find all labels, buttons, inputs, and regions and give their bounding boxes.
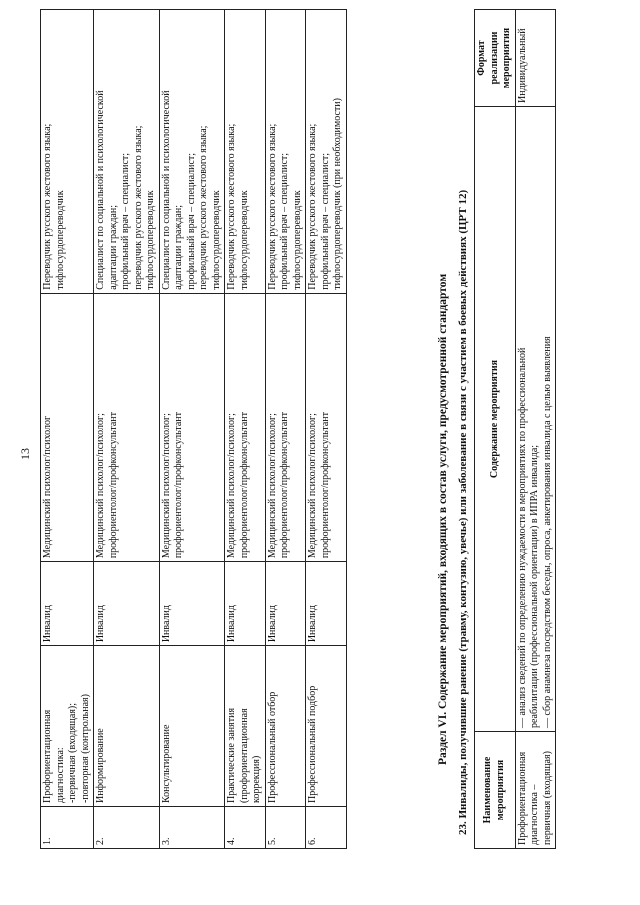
specialists [265, 293, 306, 561]
specialists-line: профориентолог/профконсультант [319, 412, 331, 559]
support-staff-line: профильный врач – специалист; [185, 152, 197, 290]
specialists-line: Медицинский психолог/психолог [42, 415, 53, 559]
service-name-line: диагностика: [54, 747, 66, 803]
support-staff [306, 10, 347, 294]
table-row [41, 10, 94, 849]
measure-name [515, 732, 556, 849]
table-row [94, 10, 160, 849]
row-number: 2. [94, 807, 160, 849]
measure-name-line: Профориентационная [516, 751, 528, 845]
support-staff-line: профильный врач – специалист; [120, 152, 131, 290]
recipient: Инвалид [159, 562, 225, 646]
support-staff-line: Специалист по социальной и психологической [95, 90, 106, 290]
table-row [159, 10, 225, 849]
services-table [40, 9, 347, 849]
measures-row [515, 10, 556, 849]
support-staff-line: тифлосурдопереводчик [238, 190, 250, 290]
measure-content [515, 107, 556, 732]
service-name-line: Профориентационная [42, 709, 53, 803]
support-staff-line: Переводчик русского жестового языка; [307, 123, 318, 290]
support-staff-line: профильный врач – специалист; [319, 152, 331, 290]
support-staff-line: переводчик русского жестового языка; [198, 125, 209, 290]
specialists-line: профориентолог/профконсультант [107, 412, 119, 559]
support-staff-line: Переводчик русского жестового языка; [266, 123, 278, 290]
row-number: 5. [265, 807, 306, 849]
recipient: Инвалид [306, 562, 347, 646]
specialists [159, 293, 225, 561]
table-row [225, 10, 266, 849]
support-staff-line: Переводчик русского жестового языка; [42, 123, 53, 290]
support-staff [265, 10, 306, 294]
support-staff-line: тифлосурдопереводчик [145, 190, 156, 290]
specialists-line: Медицинский психолог/психолог; [307, 413, 318, 559]
support-staff-line: адаптации граждан; [173, 205, 184, 290]
service-name-line: Практические занятия [226, 707, 237, 803]
service-name [41, 646, 94, 807]
header-content: Содержание мероприятия [475, 107, 516, 732]
support-staff [41, 10, 94, 294]
row-number: 6. [306, 807, 347, 849]
support-staff-line: профильный врач – специалист; [279, 152, 290, 290]
service-name [94, 646, 160, 807]
row-number: 1. [41, 807, 94, 849]
section-title: Раздел VI. Содержание мероприятий, входящих в состав услуги, предусмотренной стандартом [437, 273, 449, 765]
service-name-line: Профессиональный подбор [307, 685, 318, 803]
header-name: Наименование мероприятия [475, 732, 516, 849]
recipient: Инвалид [41, 562, 94, 646]
row-number: 3. [159, 807, 225, 849]
service-name-line: Консультирование [160, 724, 172, 803]
specialists [41, 293, 94, 561]
support-staff-line: Переводчик русского жестового языка; [226, 123, 237, 290]
recipient: Инвалид [265, 562, 306, 646]
specialists [306, 293, 347, 561]
support-staff-line: тифлосурдопереводчик [54, 190, 66, 290]
measure-name-line: диагностика – [529, 784, 540, 845]
support-staff-line: тифлосурдопереводчик [291, 190, 303, 290]
table-row [265, 10, 306, 849]
specialists-line: Медицинский психолог/психолог; [226, 413, 237, 559]
support-staff [159, 10, 225, 294]
header-format: Формат реализации мероприятия [475, 10, 516, 107]
measure-content-line: реабилитации (профессиональной ориентации) в ИПРА инвалида; [529, 444, 540, 728]
measure-name-line: первичная (входящая) [541, 751, 553, 845]
table-row [306, 10, 347, 849]
service-name [225, 646, 266, 807]
specialists-line: профориентолог/профконсультант [173, 412, 184, 559]
specialists-line: Медицинский психолог/психолог; [160, 413, 172, 559]
measure-content-line: — анализ сведений по определению нуждаемости в мероприятиях по профессиональной [516, 347, 528, 728]
support-staff-line: адаптации граждан; [107, 205, 119, 290]
service-name-line: Профессиональный отбор [266, 691, 278, 803]
service-name-line: коррекция) [251, 755, 262, 803]
support-staff-line: Специалист по социальной и психологической [160, 90, 172, 290]
support-staff-line: переводчик русского жестового языка; [132, 125, 144, 290]
page-number: 13 [18, 448, 32, 460]
recipient: Инвалид [94, 562, 160, 646]
service-name [306, 646, 347, 807]
recipient: Инвалид [225, 562, 266, 646]
specialists-line: профориентолог/профконсультант [279, 412, 290, 559]
specialists-line: профориентолог/профконсультант [238, 412, 250, 559]
support-staff-line: тифлосурдопереводчик (при необходимости) [332, 98, 343, 290]
service-name-line: -первичная (входящая); [67, 702, 78, 803]
measures-header-row [475, 10, 516, 849]
row-number: 4. [225, 807, 266, 849]
support-staff [94, 10, 160, 294]
support-staff-line: тифлосурдопереводчик [210, 190, 222, 290]
service-name [159, 646, 225, 807]
measure-format: Индивидуальный [515, 10, 556, 107]
specialists [225, 293, 266, 561]
service-name-line: -повторная (контрольная) [79, 694, 91, 803]
subsection-title: 23. Инвалиды, получившие ранение (травму, контузию, увечье) или заболевание в связи с участием в боевых действиях (ЦРТ 12) [457, 189, 469, 835]
specialists-line: Медицинский психолог/психолог; [266, 413, 278, 559]
measure-content-line: — сбор анамнеза посредством беседы, опроса, анкетирования инвалида с целью выявления [541, 336, 553, 728]
measures-table [474, 9, 556, 849]
support-staff [225, 10, 266, 294]
specialists [94, 293, 160, 561]
specialists-line: Медицинский психолог/психолог; [95, 413, 106, 559]
service-name [265, 646, 306, 807]
service-name-line: (профориентационная [238, 708, 250, 803]
service-name-line: Информирование [95, 728, 106, 803]
